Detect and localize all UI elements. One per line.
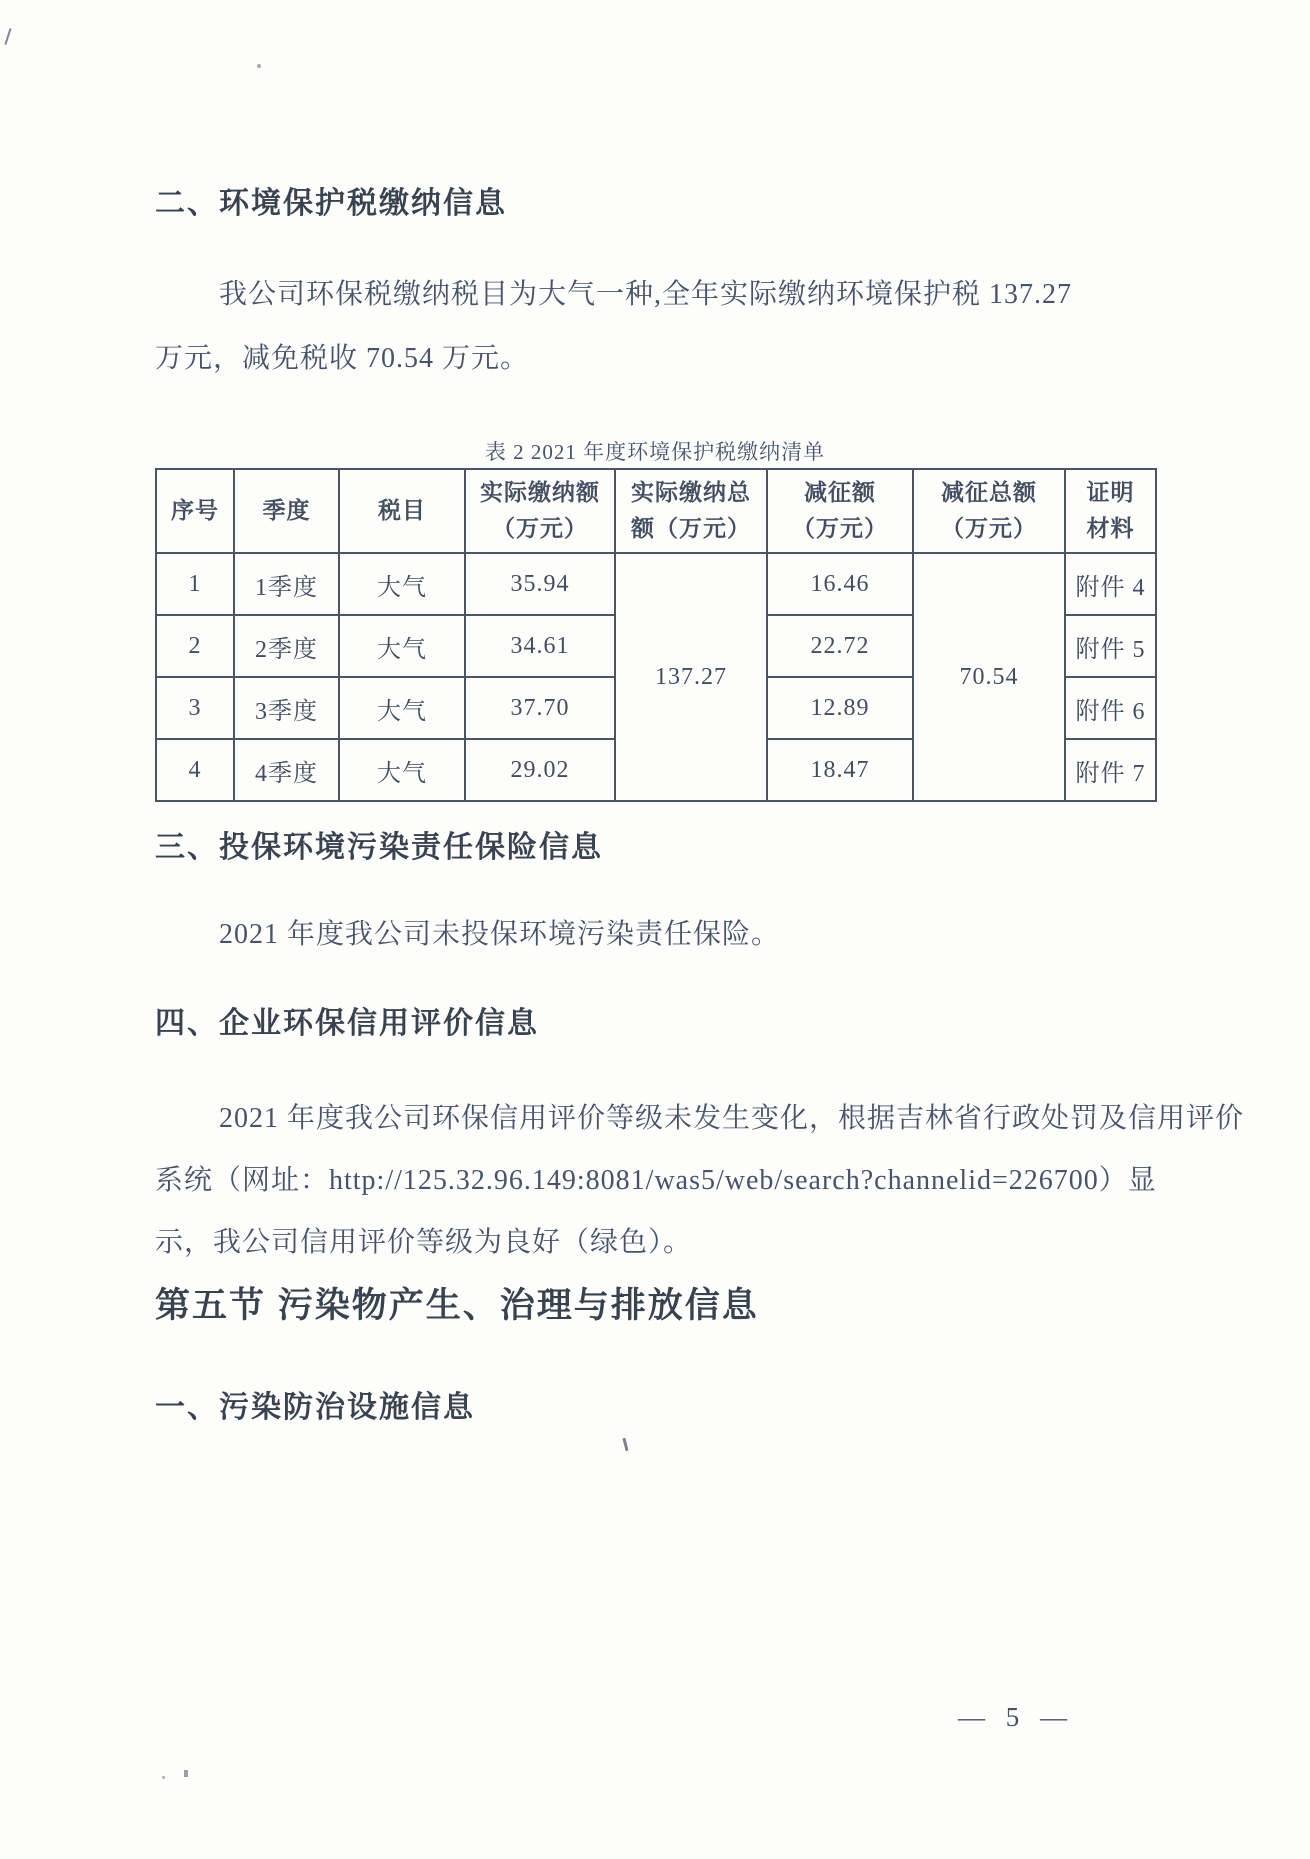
paragraph-tax-summary-line1: 我公司环保税缴纳税目为大气一种,全年实际缴纳环境保护税 137.27 (219, 279, 1073, 310)
scan-artifact (4, 28, 11, 45)
col-header-no: 序号 (156, 469, 234, 553)
cell-no: 2 (156, 615, 234, 677)
table-header-row (156, 469, 1156, 553)
cell-quarter: 2季度 (234, 615, 339, 677)
cell-tax-item: 大气 (339, 739, 465, 801)
paragraph-credit-line1: 2021 年度我公司环保信用评价等级未发生变化，根据吉林省行政处罚及信用评价 (219, 1103, 1245, 1134)
scan-artifact (257, 64, 261, 68)
scan-artifact (162, 1776, 165, 1779)
section-heading-credit-rating-info: 四、企业环保信用评价信息 (155, 1007, 539, 1040)
cell-no: 4 (156, 739, 234, 801)
section-heading-pollution-control-facilities: 一、污染防治设施信息 (155, 1391, 475, 1424)
cell-tax-item: 大气 (339, 677, 465, 739)
col-header-proof: 证明 材料 (1065, 469, 1156, 553)
paragraph-tax-summary-line2: 万元，减免税收 70.54 万元。 (155, 343, 530, 374)
page-number: — 5 — (958, 1702, 1074, 1732)
scan-artifact (184, 1770, 188, 1777)
cell-reduction: 18.47 (767, 739, 913, 801)
col-header-tax-item: 税目 (339, 469, 465, 553)
cell-paid-total: 137.27 (615, 553, 767, 801)
cell-reduction: 16.46 (767, 553, 913, 615)
cell-proof: 附件 4 (1065, 553, 1156, 615)
cell-no: 3 (156, 677, 234, 739)
col-header-reduction: 减征额 （万元） (767, 469, 913, 553)
cell-paid: 35.94 (465, 553, 615, 615)
cell-paid: 29.02 (465, 739, 615, 801)
col-header-paid-total: 实际缴纳总 额（万元） (615, 469, 767, 553)
cell-proof: 附件 5 (1065, 615, 1156, 677)
col-header-quarter: 季度 (234, 469, 339, 553)
paragraph-credit-line3: 示，我公司信用评价等级为良好（绿色）。 (155, 1227, 693, 1258)
tax-payment-table (155, 468, 1157, 802)
cell-reduction: 12.89 (767, 677, 913, 739)
cell-reduction: 22.72 (767, 615, 913, 677)
cell-tax-item: 大气 (339, 615, 465, 677)
section-heading-insurance-info: 三、投保环境污染责任保险信息 (155, 831, 603, 864)
cell-paid: 37.70 (465, 677, 615, 739)
chapter-heading-pollutant-info: 第五节 污染物产生、治理与排放信息 (155, 1286, 759, 1325)
cell-quarter: 1季度 (234, 553, 339, 615)
cell-proof: 附件 7 (1065, 739, 1156, 801)
table-caption: 表 2 2021 年度环境保护税缴纳清单 (484, 440, 826, 464)
paragraph-insurance: 2021 年度我公司未投保环境污染责任保险。 (219, 919, 781, 950)
cell-reduction-total: 70.54 (913, 553, 1065, 801)
cell-paid: 34.61 (465, 615, 615, 677)
cell-quarter: 4季度 (234, 739, 339, 801)
paragraph-credit-line2: 系统（网址：http://125.32.96.149:8081/was5/web/search?channelid=226700）显 (155, 1165, 1157, 1196)
cell-no: 1 (156, 553, 234, 615)
cell-proof: 附件 6 (1065, 677, 1156, 739)
section-heading-tax-payment-info: 二、环境保护税缴纳信息 (155, 187, 507, 220)
col-header-paid-amount: 实际缴纳额 （万元） (465, 469, 615, 553)
table-row (156, 553, 1156, 615)
cell-tax-item: 大气 (339, 553, 465, 615)
col-header-reduction-total: 减征总额 （万元） (913, 469, 1065, 553)
scan-artifact (622, 1438, 628, 1451)
cell-quarter: 3季度 (234, 677, 339, 739)
